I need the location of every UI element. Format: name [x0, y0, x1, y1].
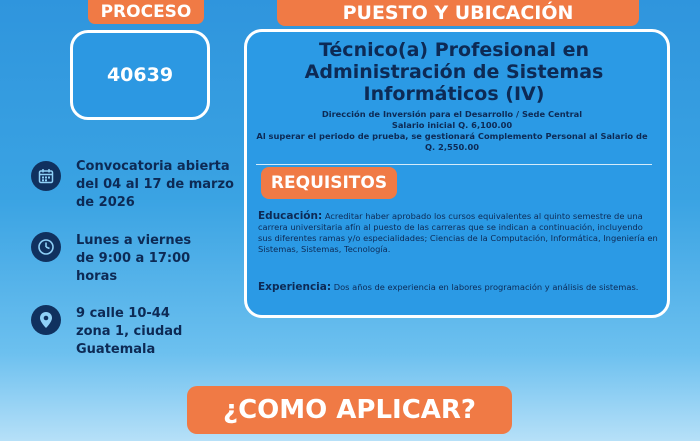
- info-line: Guatemala: [76, 342, 156, 357]
- convocatoria-info: [76, 158, 234, 212]
- education-requirement: [258, 211, 658, 255]
- proceso-tab: PROCESO: [88, 0, 204, 24]
- info-line: Lunes a viernes: [76, 233, 192, 248]
- job-complement: Al superar el periodo de prueba, se gestionará Complemento Personal al Salario de Q. 2,550.00: [256, 131, 648, 152]
- info-line: 9 calle 10-44: [76, 306, 170, 321]
- calendar-icon: [31, 161, 61, 191]
- info-line: de 9:00 a 17:00: [76, 251, 191, 266]
- como-aplicar-button[interactable]: ¿COMO APLICAR?: [187, 386, 512, 434]
- experience-label: Experiencia:: [258, 281, 332, 293]
- proceso-number-box: [70, 30, 210, 120]
- info-line: Convocatoria abierta: [76, 159, 230, 174]
- horario-info: [76, 232, 191, 286]
- puesto-ubicacion-tab: PUESTO Y UBICACIÓN: [277, 0, 639, 26]
- divider: [256, 164, 652, 165]
- info-line: horas: [76, 269, 118, 284]
- clock-icon: [31, 232, 61, 262]
- job-department: Dirección de Inversión para el Desarrollo / Sede Central: [321, 109, 583, 119]
- proceso-number: 40639: [106, 64, 174, 86]
- experience-text: Dos años de experiencia en labores programación y análisis de sistemas.: [333, 282, 639, 292]
- info-line: zona 1, ciudad: [76, 324, 183, 339]
- job-salary: Salario inicial Q. 6,100.00: [391, 120, 513, 130]
- direccion-info: [76, 305, 182, 359]
- job-details: [252, 109, 652, 153]
- info-line: de 2026: [76, 195, 135, 210]
- requisitos-tab: REQUISITOS: [261, 167, 397, 199]
- info-line: del 04 al 17 de marzo: [76, 177, 234, 192]
- job-title: Técnico(a) Profesional en Administración de Sistemas Informáticos (IV): [304, 39, 604, 105]
- education-text: Acreditar haber aprobado los cursos equivalentes al quinto semestre de una carrera universitaria afín al puesto de las carreras que se indican a continuación, incluyendo sus diferentes ramas y/o especialidades; Ciencias de la Computación, Informática, Ingeniería en Sistemas, Sistemas, Tecnología.: [258, 211, 658, 254]
- location-pin-icon: [31, 305, 61, 335]
- experience-requirement: [258, 282, 658, 293]
- education-label: Educación:: [258, 210, 323, 222]
